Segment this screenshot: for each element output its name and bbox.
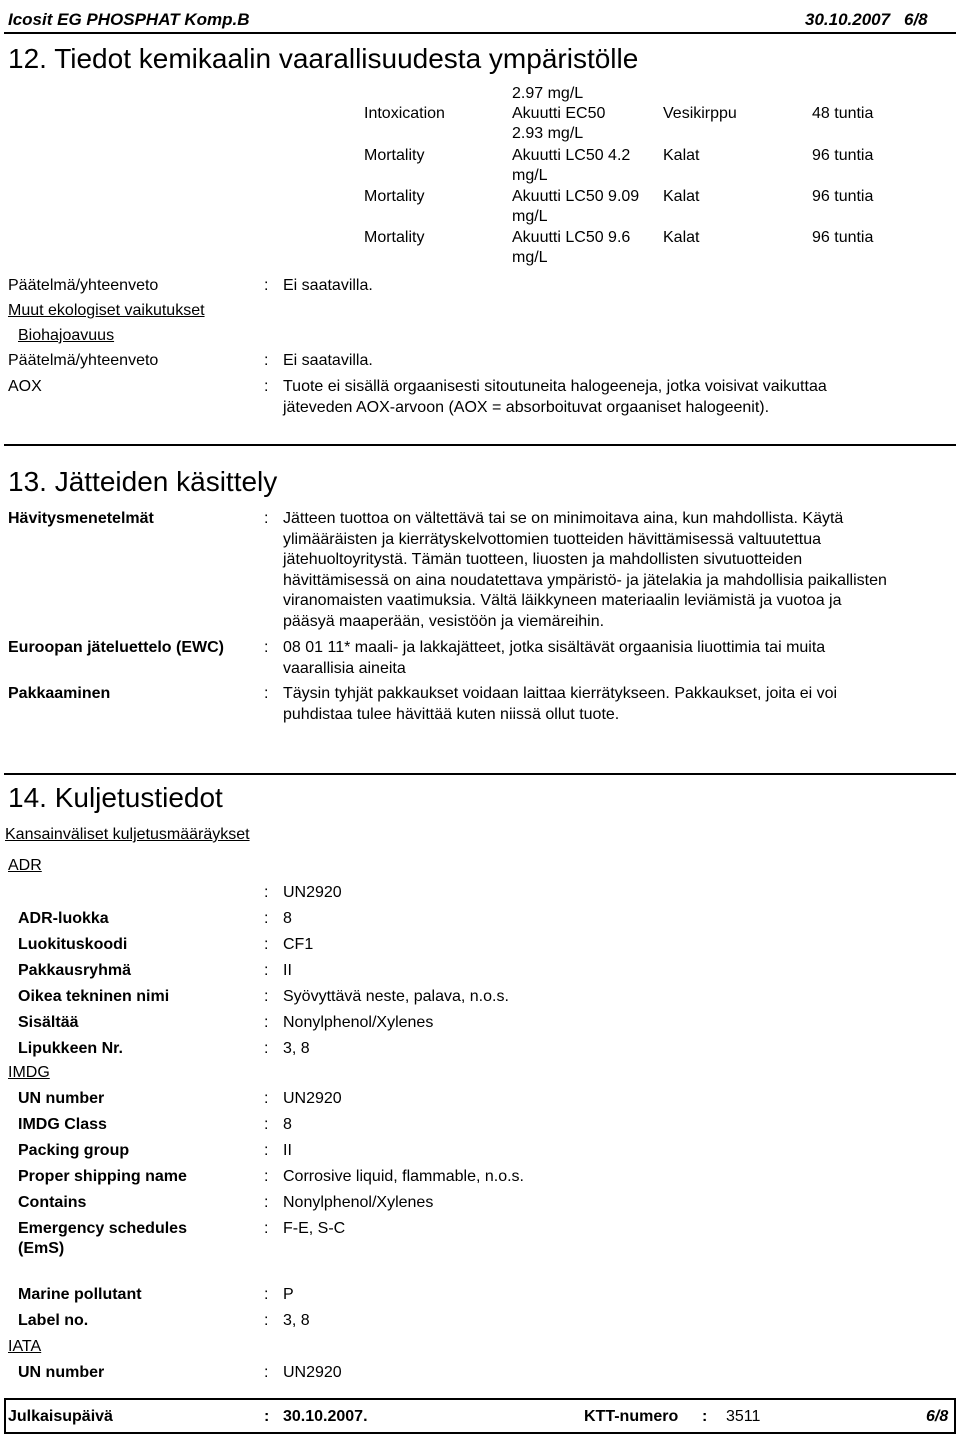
tox-effect: Intoxication [364, 105, 445, 122]
section-13-rule [4, 444, 956, 446]
colon: : [264, 352, 269, 369]
ewc-text: vaarallisia aineita [283, 659, 406, 677]
adr-row-value: CF1 [283, 936, 314, 953]
imdg-row-label: UN number [18, 1090, 105, 1107]
footer-pub-value: 30.10.2007. [283, 1408, 368, 1425]
ems-label: (EmS) [18, 1240, 65, 1257]
ewc-label: Euroopan jäteluettelo (EWC) [8, 639, 224, 656]
tox-time: 96 tuntia [812, 229, 874, 246]
colon: : [264, 910, 269, 927]
imdg-row-value: II [283, 1142, 292, 1159]
tox-time: 96 tuntia [812, 188, 874, 205]
tox-dose: Akuutti LC50 4.2 [512, 147, 631, 164]
packaging-text: puhdistaa tulee hävittää kuten niissä ollut tuote. [283, 705, 620, 723]
disposal-line: viranomaisten vaatimuksia. Vältä läikkyneen materiaalin leviämistä ja vuotoa ja [283, 592, 842, 609]
footer-rule-bottom [4, 1432, 956, 1434]
packaging-text: Täysin tyhjät pakkaukset voidaan laittaa kierrätykseen. Pakkaukset, joita ei voi [283, 685, 838, 702]
biodegradability-heading: Biohajoavuus [18, 327, 115, 344]
colon: : [264, 988, 269, 1005]
disposal-line: hävittämisessä on aina noudatettava ympäristö- ja jätelakia ja mahdollisia paikallisten [283, 571, 887, 589]
header-product: Icosit EG PHOSPHAT Komp.B [8, 10, 250, 29]
colon: : [264, 962, 269, 979]
imdg-row-value: UN2920 [283, 1090, 342, 1107]
adr-row-label: Lipukkeen Nr. [18, 1040, 123, 1057]
imdg-row-value: Nonylphenol/Xylenes [283, 1194, 434, 1211]
tox-dose: 2.93 mg/L [512, 125, 584, 142]
tox-species: Kalat [663, 229, 700, 246]
section-14-rule [4, 773, 956, 775]
colon: : [264, 1312, 269, 1329]
label-no-value: 3, 8 [283, 1312, 310, 1329]
colon: : [264, 685, 269, 702]
tox-dose: Akuutti LC50 9.6 [512, 229, 631, 246]
colon: : [264, 936, 269, 953]
imdg-row-label: Proper shipping name [18, 1168, 187, 1185]
colon: : [264, 884, 269, 901]
marine-pollutant-label: Marine pollutant [18, 1286, 142, 1303]
colon: : [264, 1168, 269, 1185]
colon: : [264, 1408, 270, 1425]
adr-row-value: 8 [283, 910, 292, 927]
adr-un-value: UN2920 [283, 884, 342, 901]
adr-row-value: Nonylphenol/Xylenes [283, 1014, 434, 1031]
tox-species: Vesikirppu [663, 105, 737, 122]
tox-time: 48 tuntia [812, 105, 874, 122]
iata-un-label: UN number [18, 1364, 105, 1381]
section-14-title: 14. Kuljetustiedot [8, 782, 223, 813]
footer-ktt-label: KTT-numero [584, 1408, 679, 1425]
colon: : [264, 1286, 269, 1303]
aox-text: jäteveden AOX-arvoon (AOX = absorboituvat orgaaniset halogeenit). [283, 399, 770, 416]
header-page: 6/8 [904, 10, 928, 29]
adr-row-label: ADR-luokka [18, 910, 109, 927]
colon: : [702, 1408, 708, 1425]
colon: : [264, 510, 269, 527]
ems-value: F-E, S-C [283, 1220, 346, 1237]
colon: : [264, 1364, 269, 1381]
tox-effect: Mortality [364, 188, 425, 205]
tox-time: 96 tuntia [812, 147, 874, 164]
imdg-heading: IMDG [8, 1064, 50, 1081]
disposal-line: Jätteen tuottoa on vältettävä tai se on minimoitava aina, kun mahdollista. Käytä [283, 510, 844, 527]
other-effects-heading: Muut ekologiset vaikutukset [8, 302, 205, 319]
adr-row-label: Oikea tekninen nimi [18, 988, 170, 1005]
adr-row-label: Pakkausryhmä [18, 962, 131, 979]
tox-species: Kalat [663, 188, 700, 205]
imdg-row-value: Corrosive liquid, flammable, n.o.s. [283, 1168, 524, 1185]
colon: : [264, 1220, 269, 1237]
header-date: 30.10.2007 [805, 10, 891, 29]
imdg-row-label: IMDG Class [18, 1116, 107, 1133]
section-12-title: 12. Tiedot kemikaalin vaarallisuudesta ympäristölle [8, 43, 639, 74]
tox-dose: Akuutti LC50 9.09 [512, 188, 640, 205]
tox-effect: Mortality [364, 229, 425, 246]
intl-transport-heading: Kansainväliset kuljetusmääräykset [5, 826, 250, 843]
footer-rule-left [4, 1398, 6, 1434]
footer-ktt-value: 3511 [726, 1408, 761, 1425]
marine-pollutant-value: P [283, 1286, 294, 1303]
tox-dose: mg/L [512, 208, 548, 225]
colon: : [264, 1090, 269, 1107]
footer-pub-label: Julkaisupäivä [8, 1408, 113, 1425]
packaging-label: Pakkaaminen [8, 685, 111, 702]
conclusion2-label: Päätelmä/yhteenveto [8, 352, 159, 369]
tox-dose: mg/L [512, 249, 548, 266]
iata-heading: IATA [8, 1338, 42, 1355]
section-13-title: 13. Jätteiden käsittely [8, 466, 278, 497]
footer-rule-top [4, 1398, 956, 1400]
conclusion-value: Ei saatavilla. [283, 277, 373, 294]
disposal-label: Hävitysmenetelmät [8, 510, 154, 527]
colon: : [264, 378, 269, 395]
adr-row-value: 3, 8 [283, 1040, 310, 1057]
iata-un-value: UN2920 [283, 1364, 342, 1381]
disposal-line: ylimääräisten ja kierrätyskelvottomien tuotteiden hävittämisessä valtuutettua [283, 530, 822, 548]
footer-rule-right [954, 1398, 956, 1434]
adr-row-label: Luokituskoodi [18, 936, 128, 953]
adr-row-value: II [283, 962, 292, 979]
conclusion-label: Päätelmä/yhteenveto [8, 277, 159, 294]
colon: : [264, 639, 269, 656]
adr-heading: ADR [8, 857, 42, 874]
colon: : [264, 1194, 269, 1211]
colon: : [264, 1116, 269, 1133]
disposal-line: jätehuoltoyritystä. Tämän tuotteen, liuosten ja mahdollisten sivutuotteiden [283, 551, 803, 568]
colon: : [264, 1142, 269, 1159]
tox-dose: Akuutti EC50 [512, 105, 606, 122]
disposal-line: pääsyä maaperään, vesistöön ja viemäreihin. [283, 612, 605, 630]
tox-effect: Mortality [364, 147, 425, 164]
imdg-row-value: 8 [283, 1116, 292, 1133]
footer-page: 6/8 [926, 1408, 949, 1425]
imdg-row-label: Packing group [18, 1142, 130, 1159]
header-rule [4, 32, 956, 34]
conclusion2-value: Ei saatavilla. [283, 352, 373, 369]
adr-row-label: Sisältää [18, 1014, 79, 1031]
colon: : [264, 1040, 269, 1057]
colon: : [264, 1014, 269, 1031]
ewc-text: 08 01 11* maali- ja lakkajätteet, jotka sisältävät orgaanisia liuottimia tai muita [283, 639, 826, 656]
tox-species: Kalat [663, 147, 700, 164]
aox-label: AOX [8, 378, 42, 395]
tox-dose: mg/L [512, 167, 548, 184]
aox-text: Tuote ei sisällä orgaanisesti sitoutuneita halogeeneja, jotka voisivat vaikuttaa [283, 378, 827, 395]
label-no-label: Label no. [18, 1312, 89, 1329]
adr-row-value: Syövyttävä neste, palava, n.o.s. [283, 988, 509, 1005]
colon: : [264, 277, 269, 294]
imdg-row-label: Contains [18, 1194, 87, 1211]
ems-label: Emergency schedules [18, 1220, 187, 1237]
tox-dose: 2.97 mg/L [512, 85, 584, 102]
